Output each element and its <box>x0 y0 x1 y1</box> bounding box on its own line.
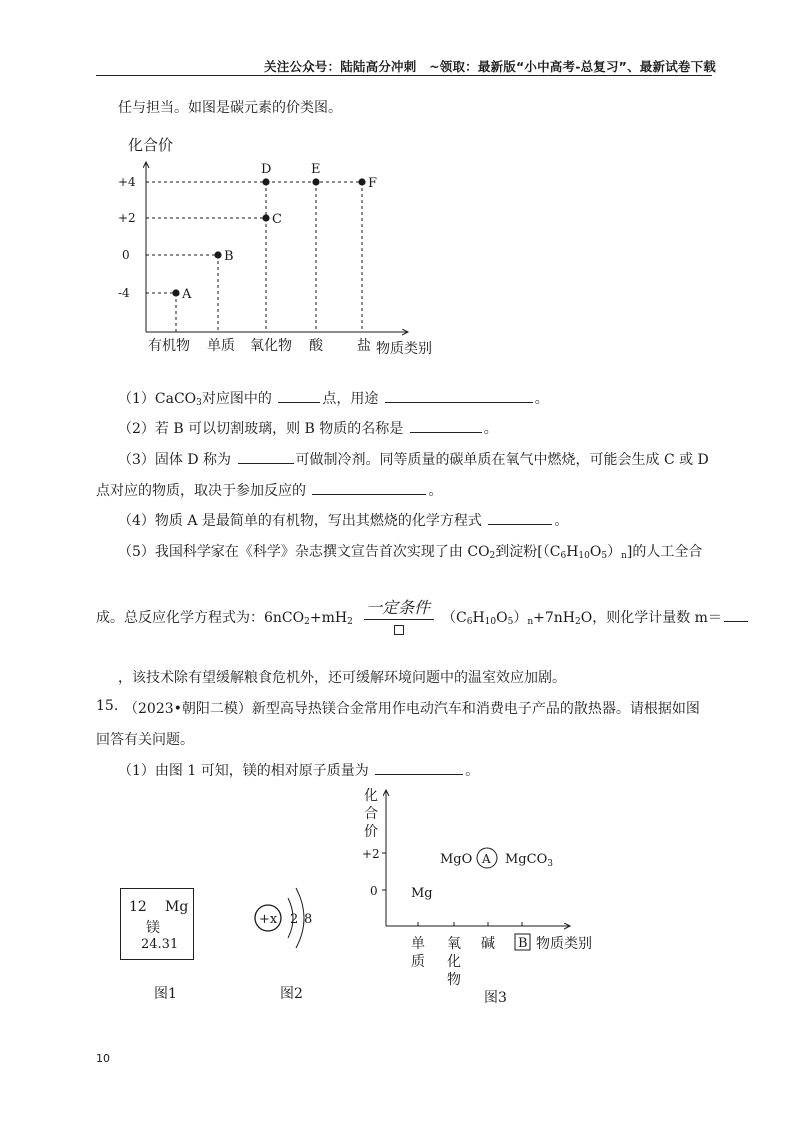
fig3-mgo: MgO <box>440 852 473 867</box>
ytick-minus4: -4 <box>118 286 130 300</box>
shell-1-count: 2 <box>290 912 299 927</box>
question-5-equation: 成。总反应化学方程式为：$6nCO_2+mH_2$ <box>96 610 353 627</box>
fig3-a-label: A <box>482 852 491 866</box>
reaction-arrow-line <box>364 619 434 620</box>
ytick-plus4: +4 <box>118 175 136 189</box>
answer-blank-point[interactable] <box>278 388 320 403</box>
fig3-cat-element-1: 单 <box>411 936 425 952</box>
question-3-cont: 点对应的物质，取决于参加反应的 。 <box>96 480 442 500</box>
question-5-equation-right: $(C_6H_{10}O_5)_n+7nH_2O$，则化学计量数 m＝ <box>442 607 750 627</box>
element-cell <box>120 888 194 960</box>
fig3-ylabel-3: 价 <box>364 824 378 840</box>
answer-blank-use[interactable] <box>385 388 533 403</box>
y-axis-label: 化合价 <box>128 136 174 154</box>
question-4: （4）物质 A 是最简单的有机物，写出其燃烧的化学方程式 。 <box>118 510 568 530</box>
fig3-ylabel-1: 化 <box>364 788 378 804</box>
question-5-cont: ，该技术除有望缓解粮食危机外，还可缓解环境问题中的温室效应加剧。 <box>118 670 566 686</box>
atomic-number: 12 <box>129 899 147 915</box>
fig3-cat-b-label: B <box>518 936 528 951</box>
question-2: （2）若 B 可以切割玻璃，则 B 物质的名称是 。 <box>118 418 498 438</box>
label-a: A <box>182 287 192 302</box>
fig3-cat-base: 碱 <box>481 936 495 952</box>
page-number: 10 <box>96 1052 110 1065</box>
question-15-sub1: （1）由图 1 可知，镁的相对原子质量为 。 <box>118 760 479 780</box>
question-3: （3）固体 D 称为 可做制冷剂。同等质量的碳单质在氧气中燃烧，可能会生成 C 或 D <box>118 449 709 469</box>
point-f <box>358 178 365 185</box>
ytick-plus2: +2 <box>118 211 136 225</box>
question-15-text-2: 回答有关问题。 <box>96 732 194 748</box>
cat-acid: 酸 <box>309 338 323 354</box>
fig3-cat-element-2: 质 <box>411 954 425 970</box>
question-15-text: （2023•朝阳二模）新型高导热镁合金常用作电动汽车和消费电子产品的散热器。请根据如图 <box>124 701 700 717</box>
point-b <box>214 251 221 258</box>
label-b: B <box>224 249 234 264</box>
figure-1-caption: 图1 <box>154 986 177 1002</box>
fig3-mg: Mg <box>411 886 433 901</box>
point-d <box>262 178 269 185</box>
question-5: （5）我国科学家在《科学》杂志撰文宣告首次实现了由 $CO_2$到淀粉$[(C_6H_{10}O_5)_n]$的人工全合 <box>118 544 703 561</box>
figure-3-caption: 图3 <box>484 990 507 1006</box>
question-1: （1）CaCO$_3$对应图中的 点，用途 。 <box>118 388 549 408</box>
element-name: 镁 <box>146 920 160 936</box>
label-f: F <box>368 176 378 191</box>
label-e: E <box>311 162 321 177</box>
fig3-cat-oxide-2: 化 <box>447 954 461 970</box>
x-axis-label: 物质类别 <box>376 341 432 357</box>
fig3-ylabel-2: 合 <box>364 806 378 822</box>
header-rule <box>96 75 712 76</box>
page-header: 关注公众号：陆陆高分冲刺 ~领取：最新版“小中高考-总复习”、最新试卷下载 <box>264 59 716 74</box>
element-symbol: Mg <box>165 899 189 915</box>
cat-oxide: 氧化物 <box>250 338 292 354</box>
cat-organic: 有机物 <box>148 338 190 354</box>
point-a <box>172 289 179 296</box>
label-d: D <box>261 162 272 177</box>
atomic-mass: 24.31 <box>141 937 179 952</box>
answer-blank-m[interactable] <box>724 607 748 622</box>
fig3-mgco3: MgCO$_3$ <box>505 852 553 869</box>
ytick-0: 0 <box>122 248 130 262</box>
question-15-number: 15. <box>96 698 119 714</box>
fig3-x-ticks <box>418 922 522 926</box>
reaction-condition: 一定条件 <box>366 598 431 617</box>
answer-blank-condition[interactable] <box>312 480 426 495</box>
fig3-cat-oxide-1: 氧 <box>447 936 461 952</box>
fig3-ytick-0: 0 <box>370 884 378 898</box>
carbon-valence-chart <box>108 128 458 360</box>
cat-element: 单质 <box>207 338 235 354</box>
point-e <box>312 178 319 185</box>
magnesium-valence-chart <box>350 780 630 1020</box>
guide-lines <box>146 182 362 332</box>
fig3-cat-oxide-3: 物 <box>447 972 461 988</box>
answer-blank-d-name[interactable] <box>238 449 294 464</box>
answer-blank-equation[interactable] <box>488 510 552 525</box>
cat-salt: 盐 <box>357 338 371 354</box>
atom-structure-diagram <box>246 876 336 956</box>
reaction-placeholder-box <box>394 625 404 635</box>
nucleus-charge: +x <box>259 912 278 927</box>
label-c: C <box>272 212 282 227</box>
fig3-ytick-plus2: +2 <box>362 847 380 861</box>
answer-blank-b-name[interactable] <box>410 418 482 433</box>
intro-text: 任与担当。如图是碳元素的价类图。 <box>118 100 342 116</box>
point-c <box>262 214 269 221</box>
answer-blank-mass[interactable] <box>375 760 463 775</box>
shell-2-count: 8 <box>304 912 313 927</box>
figure-2-caption: 图2 <box>280 986 303 1002</box>
fig3-x-axis-label: 物质类别 <box>536 936 592 952</box>
